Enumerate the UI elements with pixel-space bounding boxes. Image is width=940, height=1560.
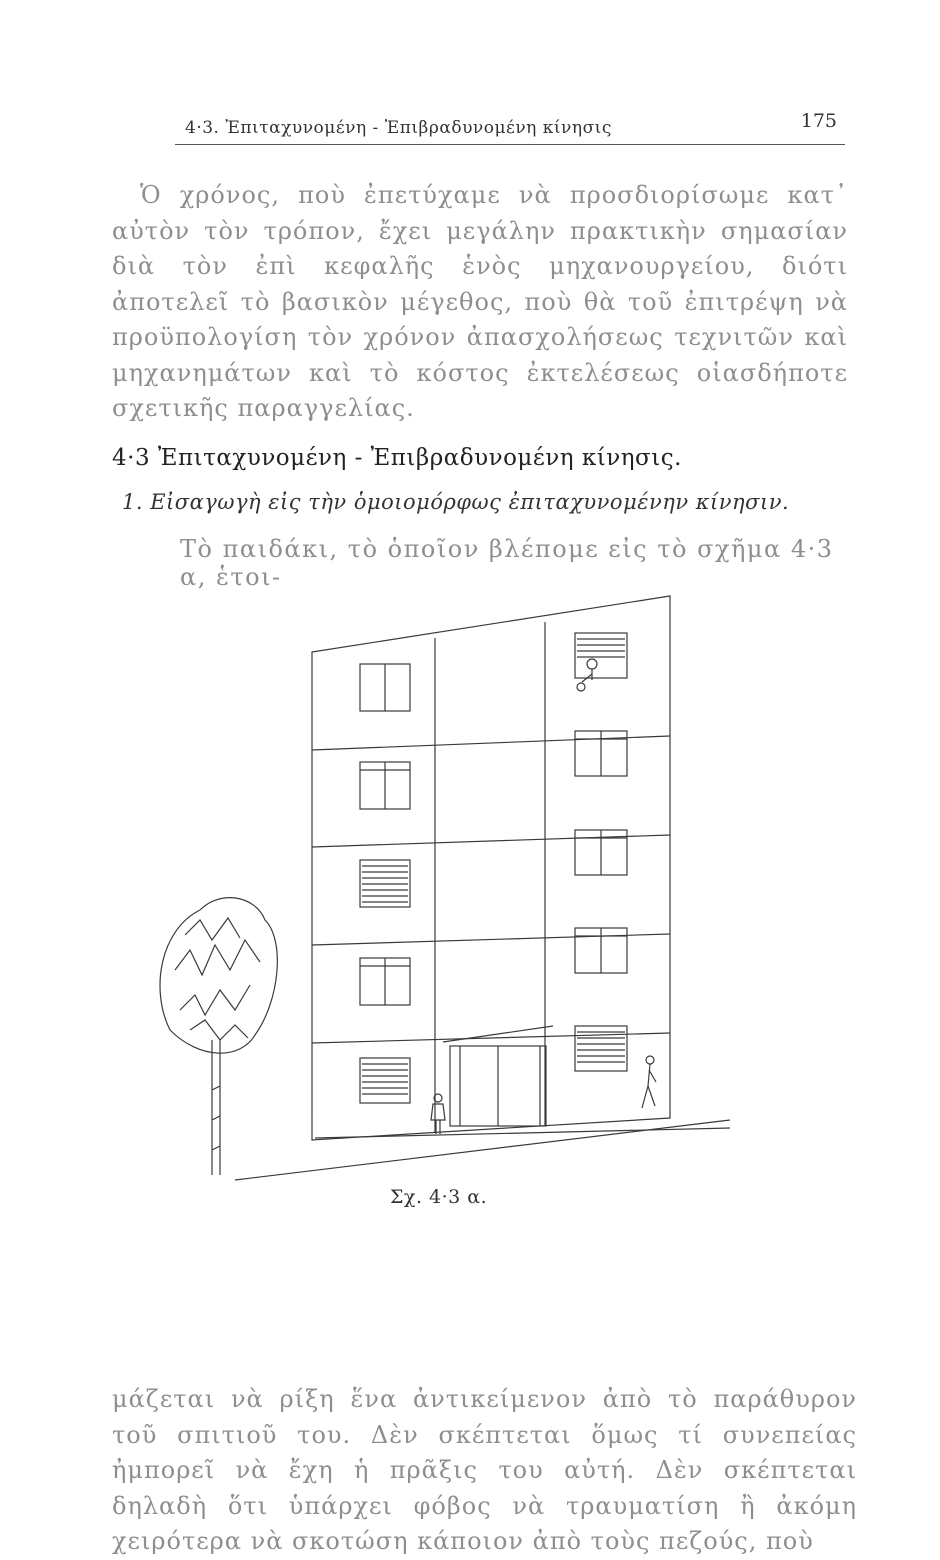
pedestrian-woman bbox=[431, 1094, 445, 1134]
page-number: 175 bbox=[800, 110, 837, 132]
window bbox=[575, 928, 627, 973]
paragraph-1-text: Ὁ χρόνος, ποὺ ἐπετύχαμε νὰ προσδιορίσωμε κατ᾽ αὐτὸν τὸν τρόπον, ἔχει μεγάλην πρακτικὴν σημασίαν διὰ τὸν ἐπὶ κεφαλῆς ἑνὸς μηχανουργείου, διότι ἀποτελεῖ τὸ βασικὸν μέγεθος, ποὺ θὰ τοῦ ἐπιτρέψη νὰ προϋπολογίση τὸν χρόνον ἀπασχολήσεως τεχνιτῶν καὶ μηχανημάτων καὶ τὸ κόστος ἐκτελέσεως οἱασδήποτε σχετικῆς παραγγελίας. bbox=[112, 181, 848, 422]
window bbox=[360, 664, 410, 711]
pedestrian-man bbox=[642, 1056, 656, 1108]
figure-caption: Σχ. 4·3 α. bbox=[390, 1186, 488, 1208]
window-shutter bbox=[360, 860, 410, 907]
window-shutter-open bbox=[575, 633, 627, 678]
tree bbox=[160, 898, 277, 1175]
subsection-heading: 1. Εἰσαγωγὴ εἰς τὴν ὁμοιομόρφως ἐπιταχυνομένην κίνησιν. bbox=[122, 490, 790, 514]
building-illustration bbox=[140, 590, 740, 1190]
body-paragraph-2-start: Τὸ παιδάκι, τὸ ὁποῖον βλέπομε εἰς τὸ σχῆμα 4·3 α, ἑτοι- bbox=[180, 535, 834, 591]
figure-building bbox=[140, 590, 740, 1190]
running-header bbox=[175, 108, 845, 145]
header-section-title: 4·3. Ἐπιταχυνομένη - Ἐπιβραδυνομένη κίνησις bbox=[185, 118, 612, 138]
section-heading: 4·3 Ἐπιταχυνομένη - Ἐπιβραδυνομένη κίνησις. bbox=[112, 445, 682, 471]
child-at-window bbox=[577, 659, 597, 691]
body-paragraph-1 bbox=[112, 178, 848, 427]
window-shutter bbox=[575, 1026, 627, 1071]
body-paragraph-3: μάζεται νὰ ρίξη ἕνα ἀντικείμενον ἀπὸ τὸ παράθυρον τοῦ σπιτιοῦ του. Δὲν σκέπτεται ὅμως τί συνεπείας ἠμπορεῖ νὰ ἔχη ἡ πρᾶξις του αὐτή. Δὲν σκέπτεται δηλαδὴ ὅτι ὑπάρχει φόβος νὰ τραυματίση ἢ ἀκόμη χειρότερα νὰ σκοτώση κάποιον ἀπὸ τοὺς πεζούς, ποὺ bbox=[112, 1385, 857, 1555]
window bbox=[360, 958, 410, 1005]
floor-line bbox=[312, 736, 670, 750]
doorway bbox=[443, 1026, 553, 1126]
floor-line bbox=[312, 835, 670, 847]
window-shutter bbox=[360, 1058, 410, 1103]
window bbox=[360, 762, 410, 809]
